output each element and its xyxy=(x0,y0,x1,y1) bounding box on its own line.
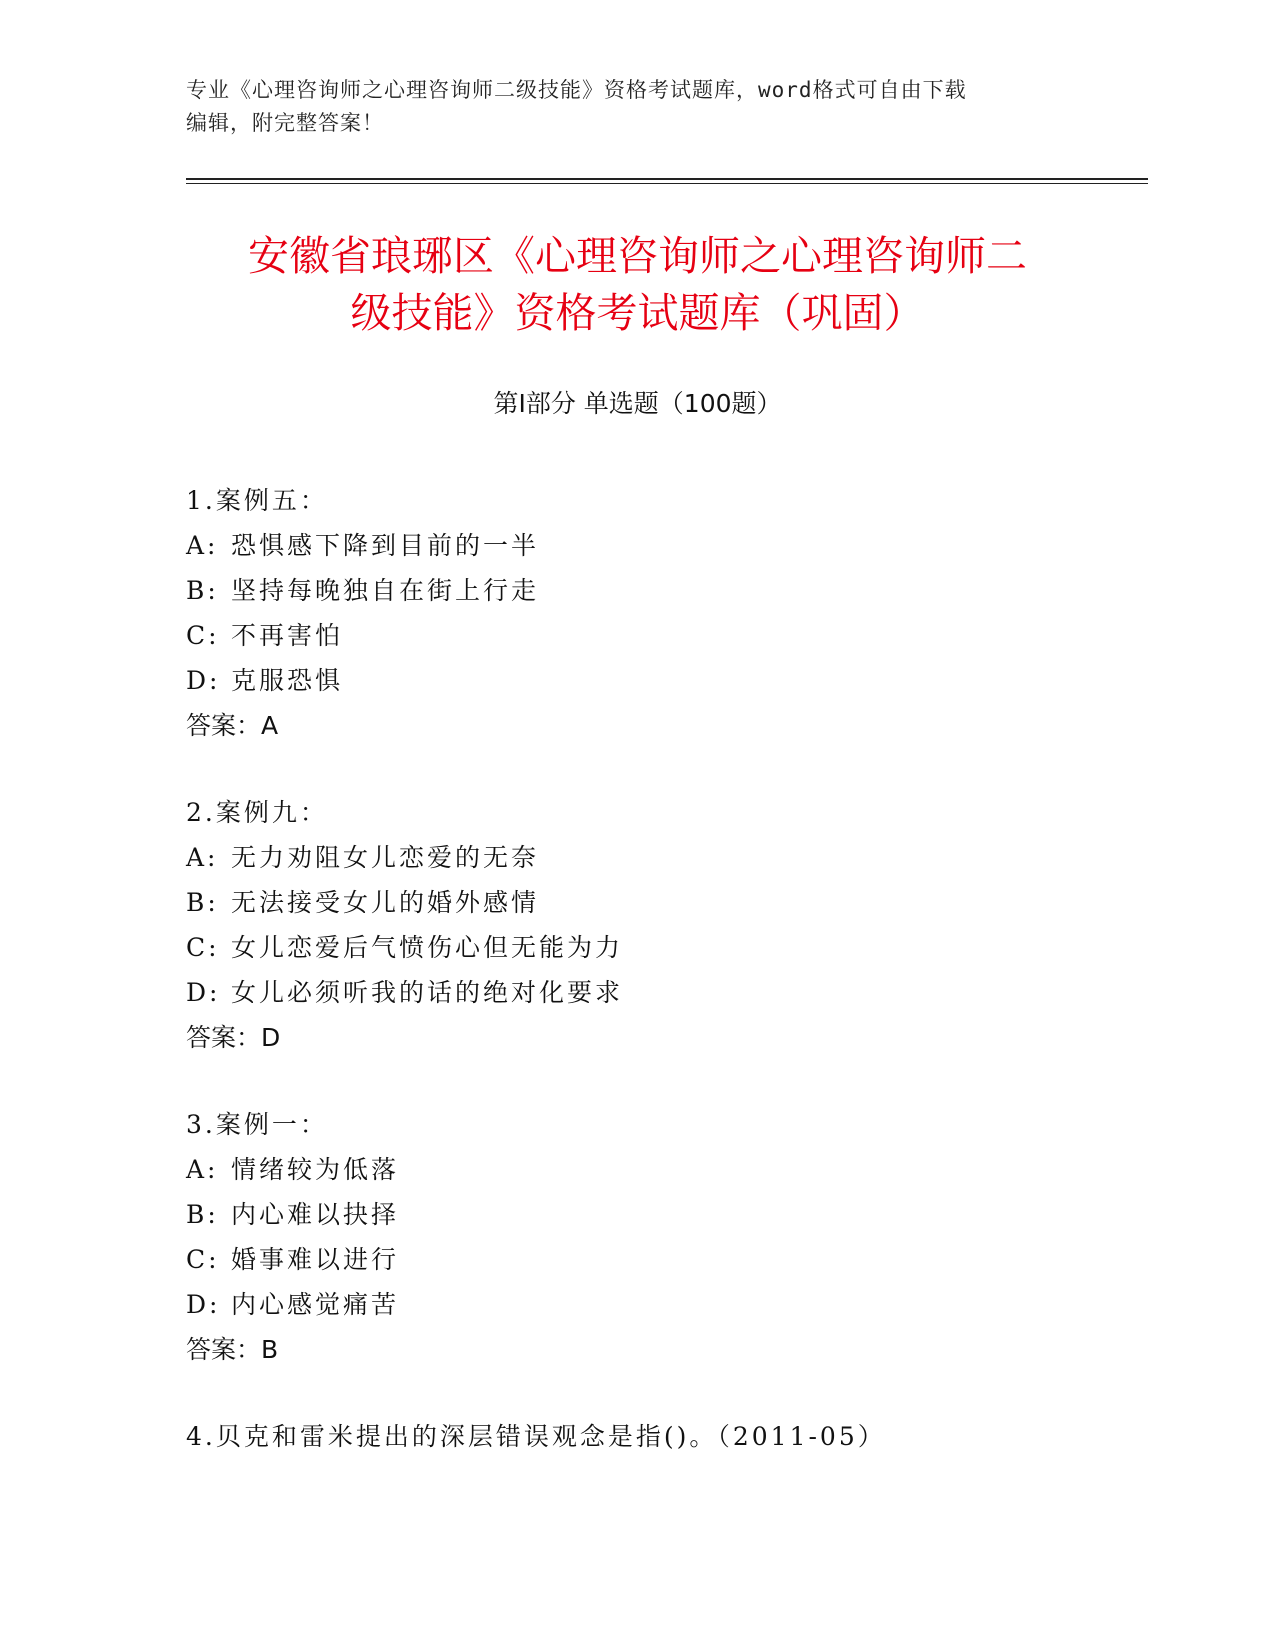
question-4 xyxy=(186,1414,1146,1459)
option-text: 坚持每晚独自在街上行走 xyxy=(231,576,540,605)
option-text: 情绪较为低落 xyxy=(231,1155,400,1184)
option-letter: D: xyxy=(186,666,221,695)
option-letter: B: xyxy=(186,576,219,605)
header-divider-thin xyxy=(186,183,1148,184)
option-d xyxy=(186,658,1146,703)
option-letter: B: xyxy=(186,1200,219,1229)
option-text: 婚事难以进行 xyxy=(231,1245,400,1274)
header-note xyxy=(186,74,1066,140)
option-text: 无力劝阻女儿恋爱的无奈 xyxy=(231,843,540,872)
document-title-line2: 级技能》资格考试题库（巩固） xyxy=(350,289,925,337)
answer: 答案：A xyxy=(186,711,279,740)
option-letter: C: xyxy=(186,621,220,650)
header-divider-thick xyxy=(186,178,1148,180)
document-title xyxy=(150,228,1125,342)
header-note-line2: 编辑，附完整答案！ xyxy=(186,111,384,135)
question-text: 2.案例九： xyxy=(186,798,328,827)
option-text: 无法接受女儿的婚外感情 xyxy=(231,888,540,917)
option-text: 女儿必须听我的话的绝对化要求 xyxy=(231,978,624,1007)
option-text: 克服恐惧 xyxy=(231,666,344,695)
option-letter: A: xyxy=(186,1155,219,1184)
question-2 xyxy=(186,790,1146,1060)
option-c xyxy=(186,613,1146,658)
question-text: 4.贝克和雷米提出的深层错误观念是指()。（2011-05） xyxy=(186,1422,886,1451)
option-letter: B: xyxy=(186,888,219,917)
option-c xyxy=(186,925,1146,970)
option-letter: A: xyxy=(186,531,219,560)
answer: 答案：B xyxy=(186,1335,279,1364)
question-1 xyxy=(186,478,1146,748)
option-text: 不再害怕 xyxy=(231,621,344,650)
option-text: 恐惧感下降到目前的一半 xyxy=(231,531,540,560)
document-title-line1: 安徽省琅琊区《心理咨询师之心理咨询师二 xyxy=(248,232,1027,280)
option-text: 内心难以抉择 xyxy=(231,1200,400,1229)
option-text: 女儿恋爱后气愤伤心但无能为力 xyxy=(231,933,624,962)
option-letter: D: xyxy=(186,978,221,1007)
option-letter: C: xyxy=(186,1245,220,1274)
question-list xyxy=(186,478,1146,1501)
option-text: 内心感觉痛苦 xyxy=(231,1290,400,1319)
option-b xyxy=(186,568,1146,613)
option-c xyxy=(186,1237,1146,1282)
option-letter: A: xyxy=(186,843,219,872)
option-b xyxy=(186,1192,1146,1237)
option-d xyxy=(186,1282,1146,1327)
option-letter: D: xyxy=(186,1290,221,1319)
answer: 答案：D xyxy=(186,1023,281,1052)
option-a xyxy=(186,523,1146,568)
section-title: 第Ⅰ部分 单选题（100题） xyxy=(493,389,782,418)
option-a xyxy=(186,1147,1146,1192)
question-text: 1.案例五： xyxy=(186,486,328,515)
option-a xyxy=(186,835,1146,880)
option-letter: C: xyxy=(186,933,220,962)
question-3 xyxy=(186,1102,1146,1372)
header-note-line1: 专业《心理咨询师之心理咨询师二级技能》资格考试题库，word格式可自由下载 xyxy=(186,78,967,102)
question-text: 3.案例一： xyxy=(186,1110,328,1139)
option-b xyxy=(186,880,1146,925)
option-d xyxy=(186,970,1146,1015)
